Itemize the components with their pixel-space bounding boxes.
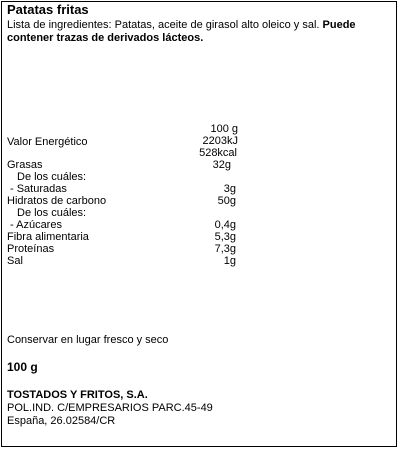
fat-label: Grasas — [7, 159, 43, 171]
fat-sub-header: De los cuáles: — [17, 171, 87, 183]
salt-value: 1g — [223, 255, 236, 267]
ingredients-text — [7, 19, 392, 45]
energy-kj-value: 2203kJ — [202, 135, 238, 147]
carbs-value: 50g — [217, 195, 236, 207]
saturated-value: 3g — [223, 183, 236, 195]
fiber-label: Fibra alimentaria — [7, 231, 89, 243]
ingredients-list: Lista de ingredientes: Patatas, aceite de girasol alto oleico y sal. — [7, 19, 320, 31]
protein-label: Proteínas — [7, 243, 55, 255]
carbs-sub-header: De los cuáles: — [17, 207, 87, 219]
sugars-label: - Azúcares — [10, 219, 62, 231]
energy-kcal-value: 528kcal — [199, 147, 237, 159]
sugars-value: 0,4g — [214, 219, 236, 231]
salt-label: Sal — [7, 255, 23, 267]
manufacturer-address: POL.IND. C/EMPRESARIOS PARC.45-49 — [7, 402, 213, 414]
carbs-label: Hidratos de carbono — [7, 195, 107, 207]
per-100g-header: 100 g — [210, 123, 238, 135]
fat-value: 32g — [212, 159, 231, 171]
fiber-value: 5,3g — [214, 231, 236, 243]
registry-number: España, 26.02584/CR — [7, 415, 116, 427]
manufacturer-name: TOSTADOS Y FRITOS, S.A. — [7, 389, 148, 401]
allergen-warning: Puede contener trazas de derivados lácteos. — [7, 19, 356, 44]
product-title: Patatas fritas — [7, 2, 89, 17]
storage-instructions: Conservar en lugar fresco y seco — [7, 334, 169, 346]
net-weight: 100 g — [7, 360, 38, 374]
energy-label: Valor Energético — [7, 136, 88, 148]
protein-value: 7,3g — [214, 243, 236, 255]
saturated-label: - Saturadas — [10, 183, 67, 195]
